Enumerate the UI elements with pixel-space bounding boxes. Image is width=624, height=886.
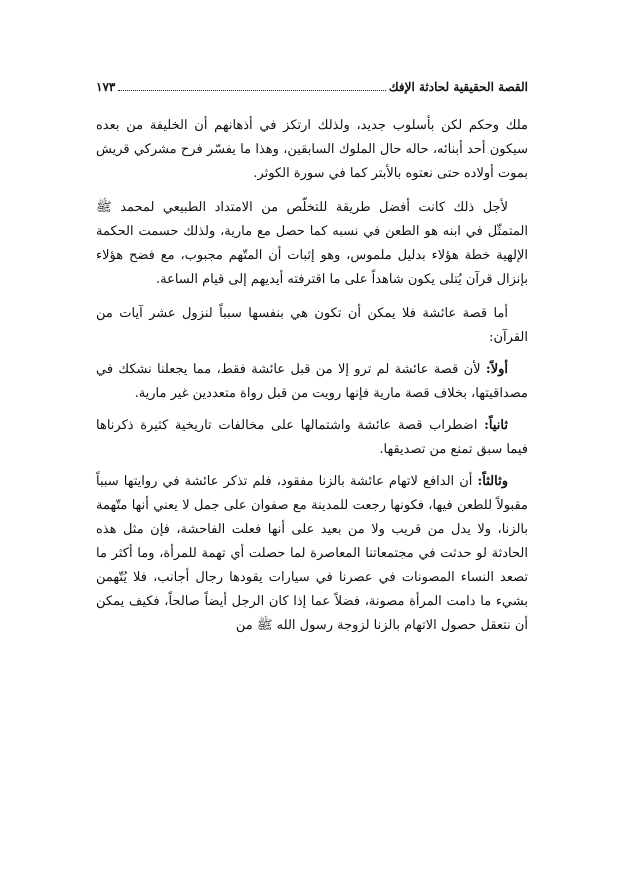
leader-dots xyxy=(118,80,385,91)
paragraph-text: لأن قصة عائشة لم ترو إلا من قبل عائشة فقط، مما يجعلنا نشكك في مصداقيتها، بخلاف قصة مارية فإنها رويت من قبل رواة متعددين غير مارية. xyxy=(96,362,528,401)
paragraph-text: ملك وحكم لكن بأسلوب جديد، ولذلك ارتكز في أذهانهم أن الخليفة من بعده سيكون أحد أبنائه، حاله حال الملوك السابقين، وهذا ما يفسّر فرح مشركي قريش بموت أولاده حتى نعتوه بالأبتر كما في سورة الكوثر. xyxy=(96,118,528,181)
running-title: القصة الحقيقية لحادثة الإفك xyxy=(388,80,528,94)
page-number: ١٧٣ xyxy=(96,80,116,94)
paragraph xyxy=(96,302,528,350)
paragraph-text: اضطراب قصة عائشة واشتمالها على مخالفات تاريخية كثيرة ذكرناها فيما سبق تمنع من تصديقها. xyxy=(96,418,528,457)
paragraph-first-point xyxy=(96,358,528,406)
paragraph-text: لأجل ذلك كانت أفضل طريقة للتخلّص من الامتداد الطبيعي لمحمد ﷺ المتمثّل في ابنه هو الطعن في نسبه كما حصل مع مارية، ولذلك حسمت الحكمة الإلهية خطة هؤلاء بدليل ملموس، وهو إثبات أن المتّهم مجبوب، مع فضح هؤلاء بإنزال قرآن يُتلى يكون شاهداً على ما اقترفته أيديهم إلى قيام الساعة. xyxy=(96,200,528,287)
point-lead: وثالثاً: xyxy=(477,474,508,489)
paragraph-second-point xyxy=(96,414,528,462)
paragraph xyxy=(96,196,528,292)
point-lead: أولاً: xyxy=(485,362,508,377)
paragraph-text: أن الدافع لاتهام عائشة بالزنا مفقود، فلم تذكر عائشة في روايتها سبباً مقبولاً للطعن فيها، فكونها رجعت للمدينة مع صفوان على جمل لا يعني أنها متّهمة بالزنا، ولا يدل من قريب ولا من بعيد على أنها فعلت الفاحشة، فإن مثل هذه الحادثة لو حدثت في مجتمعاتنا المعاصرة لما حصلت أي تهمة للمرأة، وما أكثر ما تصعد النساء المصونات في عصرنا في سيارات يقودها رجال أجانب، فلا يُتّهمن بشيء ما دامت المرأة مصونة، فضلاً عما إذا كان الرجل أيضاً صالحاً، فكيف يمكن أن نتعقل حصول الاتهام بالزنا لزوجة رسول الله ﷺ من xyxy=(96,474,528,633)
point-lead: ثانياً: xyxy=(484,418,508,433)
running-header xyxy=(96,80,528,100)
paragraph-third-point xyxy=(96,470,528,638)
paragraph-text: أما قصة عائشة فلا يمكن أن تكون هي بنفسها سبباً لنزول عشر آيات من القرآن: xyxy=(96,306,528,345)
paragraph xyxy=(96,114,528,186)
page-body xyxy=(96,114,528,648)
